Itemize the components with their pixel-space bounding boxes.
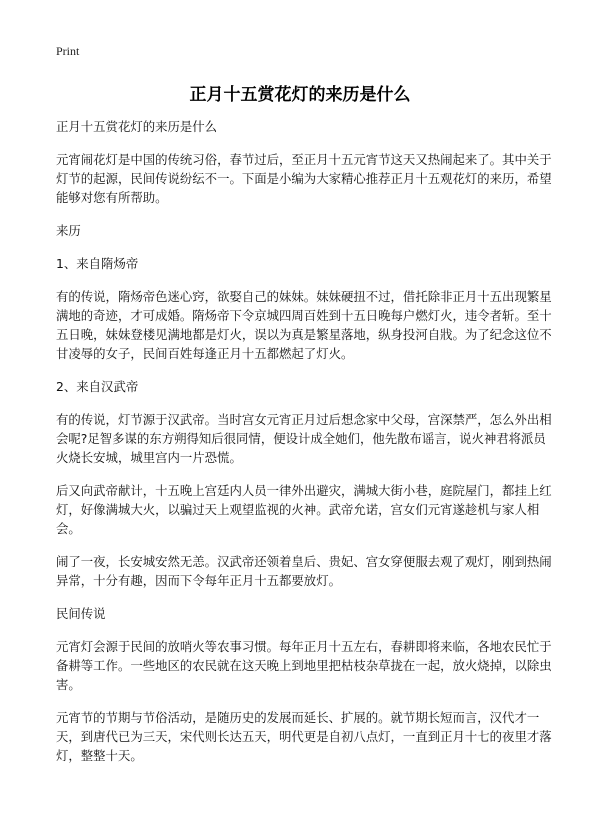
paragraph-folk-1: 元宵灯会源于民间的放哨火等农事习惯。每年正月十五左右，春耕即将来临，各地农民忙于备耕等工作。一些地区的农民就在这天晚上到地里把枯枝杂草拢在一起，放火烧掉，以除虫害。: [56, 639, 552, 692]
subheading-sui-emperor: 1、来自隋炀帝: [56, 256, 139, 271]
article-body: [56, 117, 552, 779]
paragraph-han-legend-3: 闹了一夜，长安城安然无恙。汉武帝还领着皇后、贵妃、宫女穿便服去观了观灯，刚到热闹异常，十分有趣，因而下令每年正月十五都要放灯。: [56, 554, 552, 588]
subtitle-paragraph: 正月十五赏花灯的来历是什么: [56, 119, 218, 134]
paragraph-folk-2: 元宵节的节期与节俗活动，是随历史的发展而延长、扩展的。就节期长短而言，汉代才一天，到唐代已为三天，宋代则长达五天，明代更是自初八点灯，一直到正月十七的夜里才落灯，整整十天。: [56, 710, 552, 763]
intro-paragraph: 元宵闹花灯是中国的传统习俗，春节过后，至正月十五元宵节这天又热闹起来了。其中关于灯节的起源，民间传说纷纭不一。下面是小编为大家精心推荐正月十五观花灯的来历，希望能够对您有所帮助。: [56, 152, 552, 205]
subheading-han-emperor: 2、来自汉武帝: [56, 379, 139, 394]
page-title: 正月十五赏花灯的来历是什么: [189, 85, 411, 105]
print-link[interactable]: Print: [56, 44, 80, 58]
section-heading-origin: 来历: [56, 223, 81, 238]
paragraph-han-legend-1: 有的传说，灯节源于汉武帝。当时宫女元宵正月过后想念家中父母，宫深禁严，怎么外出相会呢?足智多谋的东方朔得知后很同情，便设计成全她们，他先散布谣言，说火神君将派员火烧长安城，城里宫内一片恐慌。: [56, 412, 552, 465]
section-heading-folk: 民间传说: [56, 606, 106, 621]
paragraph-han-legend-2: 后又向武帝献计，十五晚上宫廷内人员一律外出避灾，满城大街小巷，庭院屋门，都挂上红灯，好像满城大火，以骗过天上观望监视的火神。武帝允诺，宫女们元宵遂趁机与家人相会。: [56, 483, 552, 536]
paragraph-sui-legend: 有的传说，隋炀帝色迷心窍，欲娶自己的妹妹。妹妹硬扭不过，借托除非正月十五出现繁星满地的奇迹，才可成婚。隋炀帝下令京城四周百姓到十五日晚每户燃灯火，违令者斩。至十五日晚，妹妹登楼见满地都是灯火，误以为真是繁星落地，纵身投河自戕。为了纪念这位不甘凌辱的女子，民间百姓每逢正月十五都燃起了灯火。: [56, 289, 552, 361]
